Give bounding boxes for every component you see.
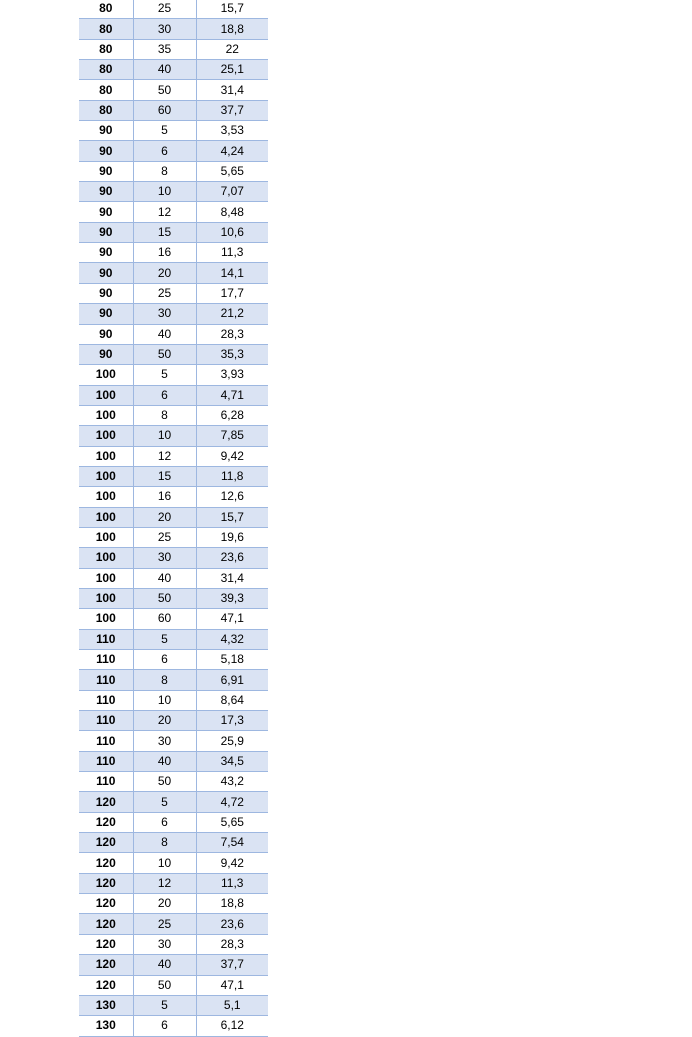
cell-col-1: 100 bbox=[79, 466, 133, 486]
cell-col-1: 90 bbox=[79, 344, 133, 364]
table-row bbox=[79, 324, 268, 344]
table-row bbox=[79, 385, 268, 405]
cell-col-2: 35 bbox=[133, 39, 196, 59]
table-row bbox=[79, 0, 268, 19]
cell-col-2: 25 bbox=[133, 527, 196, 547]
cell-col-1: 110 bbox=[79, 650, 133, 670]
cell-col-2: 30 bbox=[133, 548, 196, 568]
cell-col-2: 5 bbox=[133, 995, 196, 1015]
cell-col-2: 10 bbox=[133, 853, 196, 873]
cell-col-1: 110 bbox=[79, 670, 133, 690]
cell-col-3: 37,7 bbox=[196, 100, 268, 120]
cell-col-2: 40 bbox=[133, 955, 196, 975]
cell-col-3: 35,3 bbox=[196, 344, 268, 364]
table-row bbox=[79, 466, 268, 486]
cell-col-2: 16 bbox=[133, 487, 196, 507]
table-row bbox=[79, 365, 268, 385]
cell-col-3: 15,7 bbox=[196, 507, 268, 527]
cell-col-3: 47,1 bbox=[196, 609, 268, 629]
cell-col-3: 28,3 bbox=[196, 934, 268, 954]
cell-col-3: 7,54 bbox=[196, 833, 268, 853]
cell-col-1: 120 bbox=[79, 853, 133, 873]
cell-col-2: 12 bbox=[133, 202, 196, 222]
table-row bbox=[79, 426, 268, 446]
table-row bbox=[79, 507, 268, 527]
cell-col-3: 25,9 bbox=[196, 731, 268, 751]
cell-col-2: 5 bbox=[133, 365, 196, 385]
cell-col-1: 90 bbox=[79, 263, 133, 283]
table-row bbox=[79, 548, 268, 568]
data-table-container bbox=[79, 0, 268, 1037]
cell-col-2: 5 bbox=[133, 629, 196, 649]
cell-col-2: 15 bbox=[133, 466, 196, 486]
table-row bbox=[79, 955, 268, 975]
cell-col-1: 100 bbox=[79, 385, 133, 405]
cell-col-3: 31,4 bbox=[196, 568, 268, 588]
table-row bbox=[79, 751, 268, 771]
cell-col-2: 8 bbox=[133, 833, 196, 853]
cell-col-1: 110 bbox=[79, 711, 133, 731]
cell-col-1: 100 bbox=[79, 588, 133, 608]
table-row bbox=[79, 304, 268, 324]
cell-col-3: 4,24 bbox=[196, 141, 268, 161]
cell-col-3: 6,91 bbox=[196, 670, 268, 690]
cell-col-3: 47,1 bbox=[196, 975, 268, 995]
table-row bbox=[79, 792, 268, 812]
table-row bbox=[79, 39, 268, 59]
table-row bbox=[79, 894, 268, 914]
cell-col-3: 23,6 bbox=[196, 914, 268, 934]
table-row bbox=[79, 202, 268, 222]
cell-col-1: 80 bbox=[79, 19, 133, 39]
table-row bbox=[79, 833, 268, 853]
cell-col-3: 8,48 bbox=[196, 202, 268, 222]
cell-col-2: 20 bbox=[133, 507, 196, 527]
table-row bbox=[79, 853, 268, 873]
cell-col-2: 20 bbox=[133, 894, 196, 914]
cell-col-1: 80 bbox=[79, 80, 133, 100]
cell-col-1: 90 bbox=[79, 161, 133, 181]
cell-col-2: 10 bbox=[133, 690, 196, 710]
cell-col-2: 6 bbox=[133, 385, 196, 405]
cell-col-1: 120 bbox=[79, 934, 133, 954]
table-row bbox=[79, 629, 268, 649]
table-row bbox=[79, 934, 268, 954]
cell-col-1: 120 bbox=[79, 955, 133, 975]
table-row bbox=[79, 263, 268, 283]
cell-col-2: 30 bbox=[133, 731, 196, 751]
table-row bbox=[79, 100, 268, 120]
cell-col-3: 5,65 bbox=[196, 812, 268, 832]
cell-col-2: 40 bbox=[133, 60, 196, 80]
cell-col-2: 30 bbox=[133, 934, 196, 954]
cell-col-1: 90 bbox=[79, 121, 133, 141]
cell-col-3: 6,28 bbox=[196, 405, 268, 425]
cell-col-1: 90 bbox=[79, 304, 133, 324]
cell-col-1: 80 bbox=[79, 100, 133, 120]
cell-col-3: 18,8 bbox=[196, 19, 268, 39]
cell-col-1: 120 bbox=[79, 792, 133, 812]
cell-col-1: 100 bbox=[79, 365, 133, 385]
cell-col-2: 30 bbox=[133, 304, 196, 324]
cell-col-2: 8 bbox=[133, 405, 196, 425]
cell-col-1: 120 bbox=[79, 914, 133, 934]
cell-col-3: 3,53 bbox=[196, 121, 268, 141]
table-row bbox=[79, 141, 268, 161]
cell-col-1: 80 bbox=[79, 0, 133, 19]
cell-col-2: 16 bbox=[133, 243, 196, 263]
table-row bbox=[79, 975, 268, 995]
cell-col-2: 25 bbox=[133, 0, 196, 19]
cell-col-2: 10 bbox=[133, 182, 196, 202]
table-row bbox=[79, 60, 268, 80]
cell-col-3: 3,93 bbox=[196, 365, 268, 385]
cell-col-1: 120 bbox=[79, 812, 133, 832]
cell-col-3: 18,8 bbox=[196, 894, 268, 914]
cell-col-2: 40 bbox=[133, 324, 196, 344]
cell-col-2: 8 bbox=[133, 670, 196, 690]
cell-col-2: 30 bbox=[133, 19, 196, 39]
cell-col-1: 120 bbox=[79, 833, 133, 853]
table-row bbox=[79, 19, 268, 39]
cell-col-1: 130 bbox=[79, 995, 133, 1015]
cell-col-1: 120 bbox=[79, 975, 133, 995]
cell-col-3: 15,7 bbox=[196, 0, 268, 19]
cell-col-3: 9,42 bbox=[196, 853, 268, 873]
cell-col-2: 50 bbox=[133, 344, 196, 364]
table-row bbox=[79, 80, 268, 100]
cell-col-3: 21,2 bbox=[196, 304, 268, 324]
cell-col-2: 20 bbox=[133, 263, 196, 283]
table-row bbox=[79, 568, 268, 588]
cell-col-3: 19,6 bbox=[196, 527, 268, 547]
table-body bbox=[79, 0, 268, 1036]
cell-col-3: 9,42 bbox=[196, 446, 268, 466]
cell-col-3: 23,6 bbox=[196, 548, 268, 568]
cell-col-1: 100 bbox=[79, 548, 133, 568]
cell-col-3: 11,3 bbox=[196, 243, 268, 263]
cell-col-3: 4,72 bbox=[196, 792, 268, 812]
cell-col-3: 12,6 bbox=[196, 487, 268, 507]
cell-col-3: 34,5 bbox=[196, 751, 268, 771]
table-row bbox=[79, 487, 268, 507]
table-row bbox=[79, 182, 268, 202]
table-row bbox=[79, 650, 268, 670]
cell-col-2: 60 bbox=[133, 100, 196, 120]
cell-col-2: 50 bbox=[133, 975, 196, 995]
table-row bbox=[79, 731, 268, 751]
cell-col-3: 25,1 bbox=[196, 60, 268, 80]
cell-col-1: 100 bbox=[79, 609, 133, 629]
cell-col-3: 17,7 bbox=[196, 283, 268, 303]
table-row bbox=[79, 121, 268, 141]
cell-col-3: 4,71 bbox=[196, 385, 268, 405]
cell-col-2: 6 bbox=[133, 812, 196, 832]
cell-col-1: 110 bbox=[79, 690, 133, 710]
cell-col-2: 25 bbox=[133, 283, 196, 303]
table-row bbox=[79, 344, 268, 364]
cell-col-1: 110 bbox=[79, 731, 133, 751]
table-row bbox=[79, 914, 268, 934]
data-table bbox=[79, 0, 268, 1037]
cell-col-1: 90 bbox=[79, 222, 133, 242]
cell-col-2: 50 bbox=[133, 588, 196, 608]
cell-col-3: 11,3 bbox=[196, 873, 268, 893]
cell-col-3: 11,8 bbox=[196, 466, 268, 486]
cell-col-1: 110 bbox=[79, 772, 133, 792]
cell-col-2: 12 bbox=[133, 873, 196, 893]
cell-col-2: 50 bbox=[133, 772, 196, 792]
cell-col-3: 28,3 bbox=[196, 324, 268, 344]
cell-col-2: 6 bbox=[133, 141, 196, 161]
table-row bbox=[79, 711, 268, 731]
cell-col-1: 90 bbox=[79, 202, 133, 222]
cell-col-2: 15 bbox=[133, 222, 196, 242]
table-row bbox=[79, 222, 268, 242]
cell-col-2: 12 bbox=[133, 446, 196, 466]
cell-col-3: 4,32 bbox=[196, 629, 268, 649]
table-row bbox=[79, 873, 268, 893]
cell-col-2: 40 bbox=[133, 751, 196, 771]
cell-col-3: 8,64 bbox=[196, 690, 268, 710]
cell-col-1: 100 bbox=[79, 426, 133, 446]
cell-col-1: 90 bbox=[79, 243, 133, 263]
cell-col-1: 100 bbox=[79, 568, 133, 588]
table-row bbox=[79, 772, 268, 792]
cell-col-3: 10,6 bbox=[196, 222, 268, 242]
cell-col-2: 10 bbox=[133, 426, 196, 446]
cell-col-3: 5,18 bbox=[196, 650, 268, 670]
table-row bbox=[79, 1016, 268, 1036]
cell-col-3: 39,3 bbox=[196, 588, 268, 608]
cell-col-3: 17,3 bbox=[196, 711, 268, 731]
cell-col-3: 5,1 bbox=[196, 995, 268, 1015]
table-row bbox=[79, 609, 268, 629]
cell-col-3: 7,07 bbox=[196, 182, 268, 202]
table-row bbox=[79, 446, 268, 466]
cell-col-1: 130 bbox=[79, 1016, 133, 1036]
cell-col-1: 110 bbox=[79, 751, 133, 771]
cell-col-3: 31,4 bbox=[196, 80, 268, 100]
cell-col-2: 6 bbox=[133, 1016, 196, 1036]
table-row bbox=[79, 243, 268, 263]
cell-col-2: 25 bbox=[133, 914, 196, 934]
cell-col-3: 6,12 bbox=[196, 1016, 268, 1036]
cell-col-2: 5 bbox=[133, 792, 196, 812]
cell-col-1: 100 bbox=[79, 446, 133, 466]
table-row bbox=[79, 670, 268, 690]
cell-col-3: 5,65 bbox=[196, 161, 268, 181]
cell-col-1: 120 bbox=[79, 873, 133, 893]
cell-col-1: 100 bbox=[79, 527, 133, 547]
cell-col-1: 100 bbox=[79, 405, 133, 425]
cell-col-2: 6 bbox=[133, 650, 196, 670]
table-row bbox=[79, 283, 268, 303]
cell-col-1: 90 bbox=[79, 324, 133, 344]
cell-col-2: 50 bbox=[133, 80, 196, 100]
cell-col-2: 5 bbox=[133, 121, 196, 141]
table-row bbox=[79, 995, 268, 1015]
cell-col-3: 14,1 bbox=[196, 263, 268, 283]
table-row bbox=[79, 588, 268, 608]
cell-col-3: 43,2 bbox=[196, 772, 268, 792]
cell-col-3: 22 bbox=[196, 39, 268, 59]
cell-col-1: 80 bbox=[79, 39, 133, 59]
table-row bbox=[79, 527, 268, 547]
cell-col-2: 60 bbox=[133, 609, 196, 629]
cell-col-2: 20 bbox=[133, 711, 196, 731]
cell-col-1: 80 bbox=[79, 60, 133, 80]
table-row bbox=[79, 161, 268, 181]
cell-col-3: 7,85 bbox=[196, 426, 268, 446]
cell-col-1: 90 bbox=[79, 182, 133, 202]
cell-col-1: 120 bbox=[79, 894, 133, 914]
cell-col-2: 40 bbox=[133, 568, 196, 588]
cell-col-1: 100 bbox=[79, 507, 133, 527]
table-row bbox=[79, 405, 268, 425]
cell-col-1: 90 bbox=[79, 141, 133, 161]
cell-col-2: 8 bbox=[133, 161, 196, 181]
cell-col-1: 90 bbox=[79, 283, 133, 303]
table-row bbox=[79, 812, 268, 832]
cell-col-1: 100 bbox=[79, 487, 133, 507]
cell-col-3: 37,7 bbox=[196, 955, 268, 975]
cell-col-1: 110 bbox=[79, 629, 133, 649]
table-row bbox=[79, 690, 268, 710]
